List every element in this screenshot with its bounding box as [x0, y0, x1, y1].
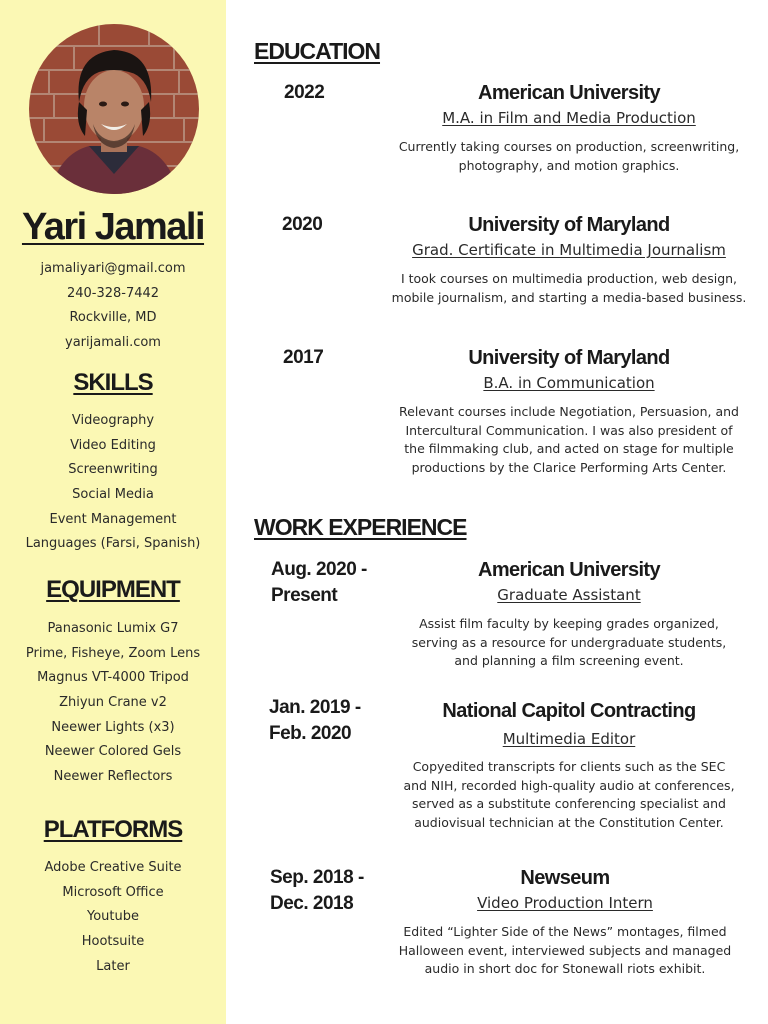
- equipment-item: Magnus VT-4000 Tripod: [37, 670, 189, 686]
- platforms-heading: PLATFORMS: [43, 816, 183, 843]
- institution-name: University of Maryland: [468, 214, 670, 236]
- description-line: mobile journalism, and starting a media-based business.: [391, 289, 747, 305]
- education-year: 2017: [283, 347, 324, 368]
- skill-item: Screenwriting: [68, 462, 158, 478]
- job-description: [360, 923, 768, 979]
- description-line: I took courses on multimedia production, web design,: [400, 271, 738, 286]
- date-start: Aug. 2020 -: [271, 559, 367, 580]
- sidebar: [0, 0, 226, 1024]
- description-line: Intercultural Communication. I was also president of: [405, 422, 733, 438]
- date-end: Present: [271, 585, 338, 606]
- description-line: Relevant courses include Negotiation, Persuasion, and: [399, 404, 739, 419]
- description-line: Copyedited transcripts for clients such as the SEC: [412, 759, 726, 774]
- description-line: Halloween event, interviewed subjects and managed: [398, 942, 732, 958]
- skills-list: [0, 409, 226, 557]
- description-line: Currently taking courses on production, screenwriting,: [398, 139, 740, 154]
- degree-name: Grad. Certificate in Multimedia Journalism: [412, 241, 726, 259]
- skill-item: Video Editing: [70, 437, 156, 453]
- description-line: productions by the Clarice Performing Arts Center.: [411, 459, 727, 475]
- job-title: Video Production Intern: [477, 894, 653, 912]
- education-details: [364, 80, 768, 175]
- employer-name: Newseum: [520, 867, 610, 889]
- work-experience-heading: WORK EXPERIENCE: [254, 514, 467, 540]
- equipment-item: Zhiyun Crane v2: [59, 695, 167, 711]
- work-details: [364, 557, 768, 671]
- equipment-heading: EQUIPMENT: [46, 576, 180, 603]
- description-line: Edited “Lighter Side of the News” montages, filmed: [403, 924, 727, 939]
- institution-name: University of Maryland: [468, 347, 670, 369]
- description-line: and planning a film screening event.: [454, 653, 684, 668]
- degree-name: B.A. in Communication: [483, 374, 655, 392]
- platforms-list: [0, 856, 226, 979]
- date-start: Sep. 2018 -: [270, 867, 364, 888]
- description-line: photography, and motion graphics.: [458, 157, 680, 173]
- education-description: [364, 403, 768, 477]
- skill-item: Event Management: [49, 511, 177, 527]
- description-line: serving as a resource for undergraduate students,: [411, 634, 727, 650]
- skills-heading: SKILLS: [73, 369, 153, 396]
- equipment-item: Neewer Lights (x3): [51, 719, 175, 735]
- equipment-item: Neewer Colored Gels: [44, 744, 182, 760]
- date-end: Feb. 2020: [269, 723, 352, 744]
- date-end: Dec. 2018: [270, 893, 354, 914]
- education-description: [364, 270, 768, 307]
- job-description: [364, 615, 768, 671]
- profile-photo: [29, 24, 199, 194]
- work-details: [360, 865, 768, 979]
- description-line: audiovisual technician at the Constitution Center.: [414, 814, 724, 830]
- person-name: Yari Jamali: [21, 206, 205, 248]
- phone-number: 240-328-7442: [66, 285, 160, 301]
- equipment-item: Neewer Reflectors: [53, 769, 173, 785]
- education-description: [364, 138, 768, 175]
- description-line: Assist film faculty by keeping grades organized,: [419, 616, 719, 631]
- platform-item: Youtube: [87, 909, 139, 925]
- education-heading: EDUCATION: [254, 38, 381, 64]
- education-details: [364, 212, 768, 307]
- description-line: and NIH, recorded high-quality audio at conferences,: [403, 777, 735, 793]
- description-line: audio in short doc for Stonewall riots exhibit.: [424, 961, 706, 976]
- equipment-item: Prime, Fisheye, Zoom Lens: [25, 645, 201, 661]
- skill-item: Languages (Farsi, Spanish): [25, 536, 201, 552]
- platform-item: Adobe Creative Suite: [44, 860, 182, 875]
- skill-item: Social Media: [72, 487, 154, 503]
- description-line: served as a substitute conferencing specialist and: [412, 796, 726, 811]
- location: Rockville, MD: [69, 310, 157, 326]
- description-line: the filmmaking club, and acted on stage for multiple: [404, 441, 734, 456]
- job-title: Graduate Assistant: [497, 586, 641, 604]
- education-year: 2020: [282, 214, 323, 235]
- equipment-list: [0, 617, 226, 790]
- platform-item: Microsoft Office: [62, 884, 164, 900]
- work-details: [364, 695, 768, 832]
- education-year: 2022: [284, 82, 325, 103]
- employer-name: National Capitol Contracting: [442, 700, 696, 722]
- platform-item: Later: [96, 958, 130, 974]
- institution-name: American University: [477, 82, 661, 104]
- email-link[interactable]: jamaliyari@gmail.com: [40, 261, 186, 276]
- job-title: Multimedia Editor: [502, 730, 636, 748]
- employer-name: American University: [477, 559, 661, 581]
- date-start: Jan. 2019 -: [269, 697, 361, 718]
- platform-item: Hootsuite: [81, 934, 145, 950]
- job-description: [364, 758, 768, 832]
- skill-item: Videography: [71, 413, 155, 428]
- contact-list: [0, 257, 226, 356]
- equipment-item: Panasonic Lumix G7: [47, 621, 179, 636]
- education-details: [364, 345, 768, 477]
- website-link[interactable]: yarijamali.com: [65, 335, 161, 351]
- degree-name: M.A. in Film and Media Production: [442, 109, 696, 127]
